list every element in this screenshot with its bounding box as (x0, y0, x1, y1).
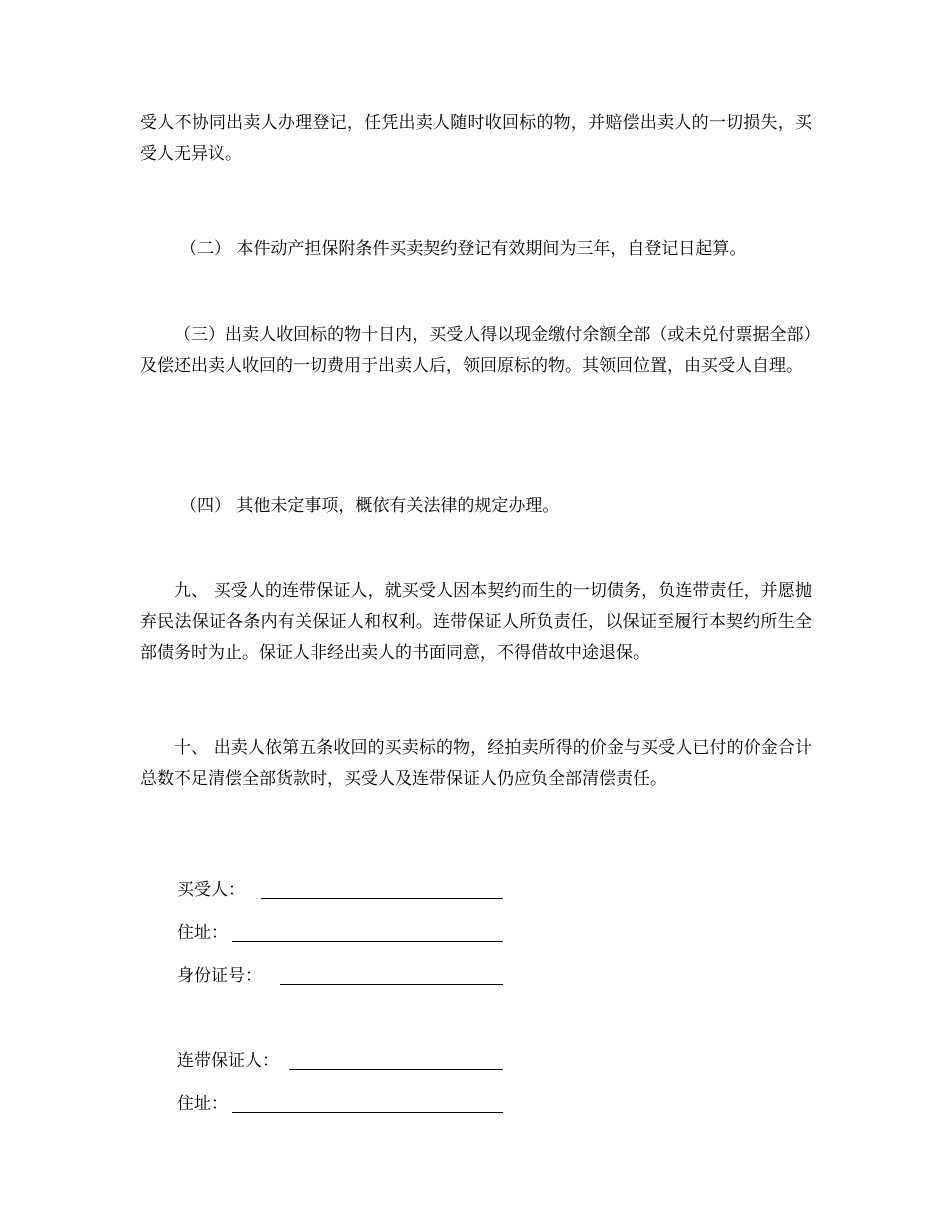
paragraph-clause-4: （四） 其他未定事项，概依有关法律的规定办理。 (180, 496, 560, 516)
buyer-id-label: 身份证号： (177, 966, 262, 986)
buyer-address-label: 住址： (177, 923, 228, 943)
signature-guarantor-address (177, 1090, 228, 1116)
signature-buyer (177, 876, 245, 902)
guarantor-label: 连带保证人： (177, 1051, 279, 1071)
buyer-address-line (232, 941, 503, 942)
signature-buyer-id (177, 962, 262, 988)
paragraph-continuation: 受人不协同出卖人办理登记，任凭出卖人随时收回标的物，并赔偿出卖人的一切损失，买受人无异议。 (140, 113, 812, 164)
paragraph-article-10: 十、 出卖人依第五条收回的买卖标的物，经拍卖所得的价金与买受人已付的价金合计总数不足清偿全部货款时，买受人及连带保证人仍应负全部清偿责任。 (140, 738, 812, 789)
buyer-id-line (280, 984, 503, 985)
signature-buyer-address (177, 919, 228, 945)
paragraph-clause-2: （二） 本件动产担保附条件买卖契约登记有效期间为三年，自登记日起算。 (180, 239, 747, 259)
paragraph-article-9: 九、 买受人的连带保证人，就买受人因本契约而生的一切债务，负连带责任，并愿抛弃民法保证各条内有关保证人和权利。连带保证人所负责任，以保证至履行本契约所生全部债务时为止。保证人非经出卖人的书面同意，不得借故中途退保。 (140, 581, 812, 663)
paragraph-clause-3: （三）出卖人收回标的物十日内，买受人得以现金缴付余额全部（或未兑付票据全部）及偿还出卖人收回的一切费用于出卖人后，领回原标的物。其领回位置，由买受人自理。 (140, 325, 812, 376)
buyer-label: 买受人： (177, 880, 245, 900)
guarantor-signature-line (289, 1069, 503, 1070)
guarantor-address-label: 住址： (177, 1094, 228, 1114)
signature-guarantor (177, 1047, 279, 1073)
buyer-signature-line (261, 898, 503, 899)
guarantor-address-line (232, 1112, 503, 1113)
